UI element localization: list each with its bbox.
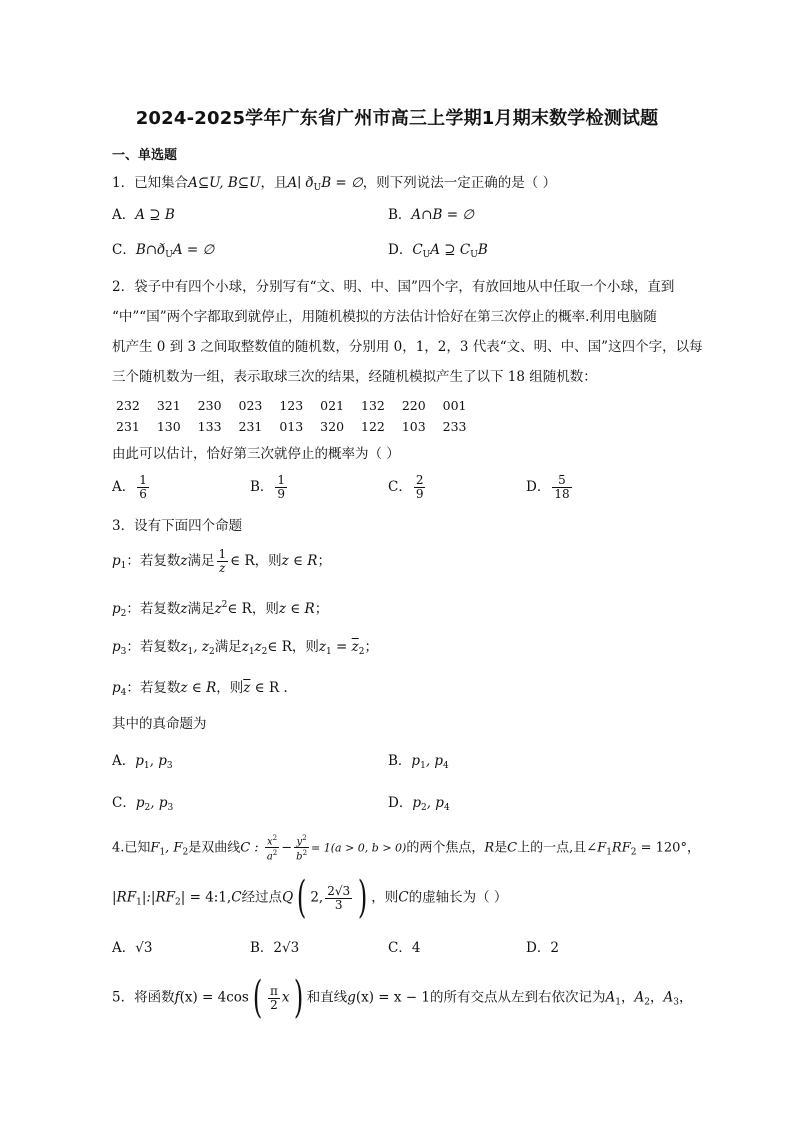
q2-line-2: “中”“国”两个字都取到就停止，用随机模拟的方法估计恰好在第三次停止的概率.利用电脑随 — [112, 309, 657, 325]
q2-option-a: A． $\frac{1}{6}$ — [112, 473, 147, 501]
q3-truth-prompt: 其中的真命题为 — [112, 716, 207, 732]
q3-proposition-p3: $p_3$：若复数$z_1$, $z_2$满足$z_1z_2\in$ R，则$z_1 = \overline{z}_2$； — [112, 639, 378, 657]
q1-stem: 1．已知集合A⊆U, B⊆U，且A∣ $ð_UB$ = ∅，则下列说法一定正确的是（ ） — [112, 175, 557, 193]
q5-stem: 5．将函数f(x) = 4cos( $\frac{\pi}{2}$ x) 和直线g(x) = x − 1的所有交点从左到右依次记为$A_1$，$A_2$，$A_3$， — [112, 972, 693, 1023]
q2-line-1: 2．袋子中有四个小球，分别写有“文、明、中、国”四个字，有放回地从中任取一个小球，直到 — [112, 279, 675, 295]
q2-option-c: C． $\frac{2}{9}$ — [388, 473, 424, 501]
q2-random-numbers-row-2: 231 130 133 231 013 320 122 103 233 — [116, 419, 467, 434]
q2-option-d: D． $\frac{5}{18}$ — [526, 473, 570, 501]
q2-line-5: 由此可以估计，恰好第三次就停止的概率为（ ） — [112, 446, 400, 462]
q4-option-d: D．2 — [526, 940, 559, 956]
q3-option-b: B．$p_1$, $p_4$ — [388, 753, 449, 771]
q3-option-d: D．$p_2$, $p_4$ — [388, 795, 450, 813]
q4-option-b: B．2√3 — [250, 940, 300, 956]
q4-stem-line-2: $|RF_1|:|RF_2|$ = 4:1,C经过点Q( 2, $\frac{2√3}{3}$ ) ，则C的虚轴长为（ ） — [112, 872, 508, 923]
q4-option-c: C．4 — [388, 940, 421, 956]
q3-proposition-p1: $p_1$：若复数z满足 $\frac{1}{z}$ ∈ R，则z ∈ R； — [112, 547, 331, 575]
q3-option-c: C．$p_2$, $p_3$ — [112, 795, 174, 813]
q1-option-d: D．$C_UA$ ⊇ $C_UB$ — [388, 242, 488, 260]
q1-option-a: A．A ⊇ B — [112, 207, 175, 223]
q3-option-a: A．$p_1$, $p_3$ — [112, 753, 173, 771]
page-title: 2024-2025学年广东省广州市高三上学期1月期末数学检测试题 — [135, 108, 659, 129]
q4-option-a: A．√3 — [112, 940, 153, 956]
q2-option-b: B． $\frac{1}{9}$ — [250, 473, 286, 501]
q3-stem: 3．设有下面四个命题 — [112, 518, 243, 534]
q3-proposition-p4: $p_4$：若复数z ∈ R，则$\overline{z}$ ∈ R . — [112, 680, 288, 698]
q3-proposition-p2: $p_2$：若复数z满足$z^2\in$ R，则z ∈ R； — [112, 600, 329, 619]
q4-stem-line-1: 4.已知$F_1$, $F_2$是双曲线C : $\frac{x^2}{a^2}$ − $\frac{y^2}{b^2}$ = 1(a > 0, b > 0)的两个焦点，R是C上的一点,且$\angle F_1RF_2 = 120^\circ$， — [112, 834, 700, 863]
q1-option-c: C．$B\cap ð_UA$ = ∅ — [112, 242, 215, 260]
section-heading: 一、单选题 — [112, 148, 178, 163]
q2-random-numbers-row-1: 232 321 230 023 123 021 132 220 001 — [116, 398, 467, 413]
q1-option-b: B．A∩B = ∅ — [388, 207, 475, 223]
q2-line-3: 机产生 0 到 3 之间取整数值的随机数，分别用 0，1，2，3 代表“文、明、中、国”这四个字，以每 — [112, 339, 703, 355]
q2-line-4: 三个随机数为一组，表示取球三次的结果，经随机模拟产生了以下 18 组随机数： — [112, 369, 597, 385]
